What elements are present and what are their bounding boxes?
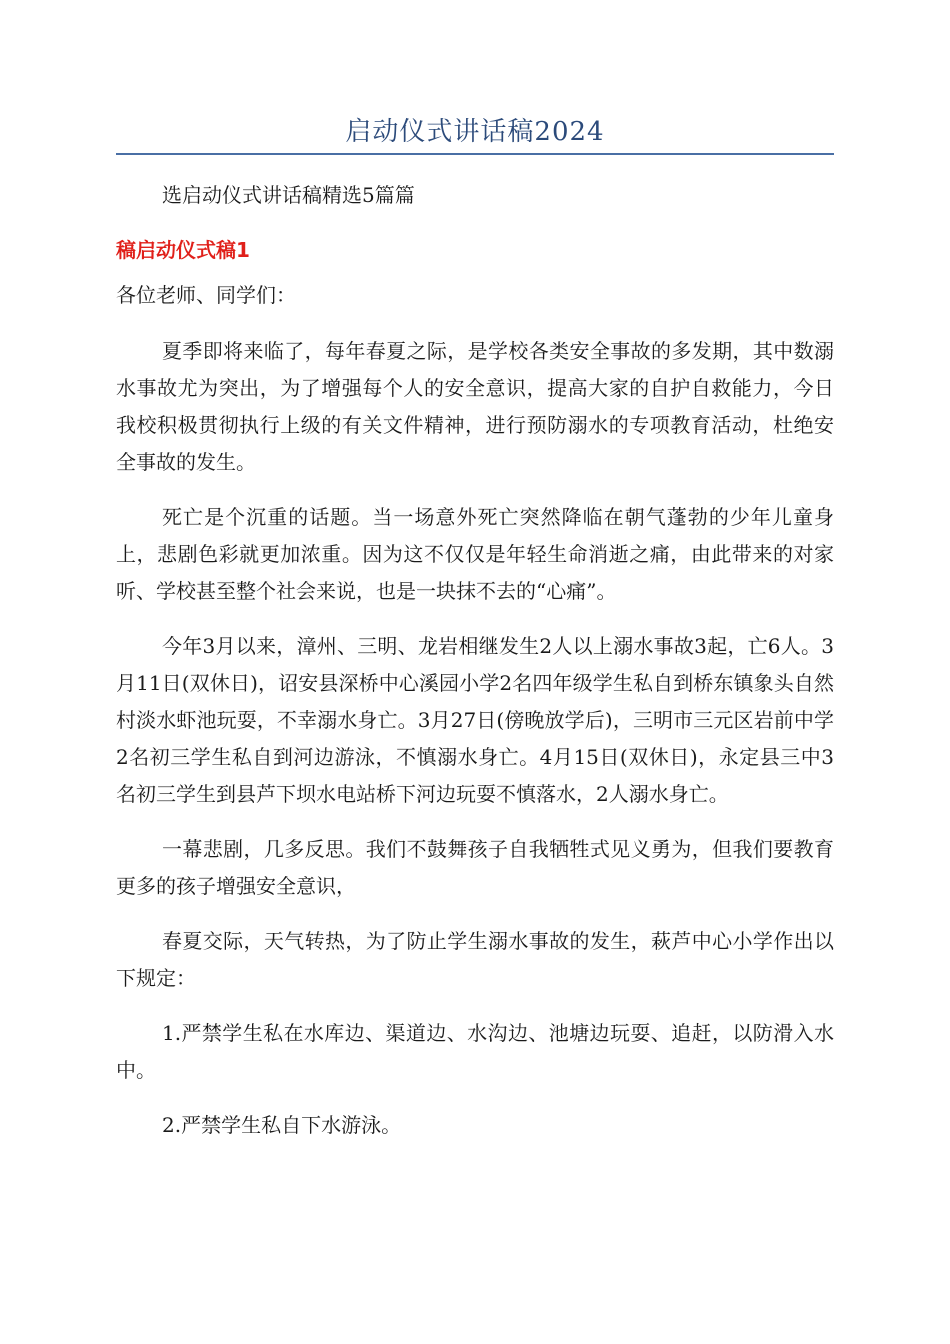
- document-title: 启动仪式讲话稿2024: [345, 117, 605, 147]
- section-heading: 稿启动仪式稿1: [116, 238, 250, 262]
- title-divider: [116, 153, 834, 155]
- salutation: 各位老师、同学们：: [116, 283, 296, 307]
- body-paragraph: 春夏交际，天气转热，为了防止学生溺水事故的发生，萩芦中心小学作出以下规定：: [116, 929, 834, 990]
- body-paragraph: 今年3月以来，漳州、三明、龙岩相继发生2人以上溺水事故3起，亡6人。3月11日(双休日)，诏安县深桥中心溪园小学2名四年级学生私自到桥东镇象头自然村淡水虾池玩耍，不幸溺水身亡。3月27日(傍晚放学后)，三明市三元区岩前中学2名初三学生私自到河边游泳，不慎溺水身亡。4月15日(双休日)，永定县三中3名初三学生到县芦下坝水电站桥下河边玩耍不慎落水，2人溺水身亡。: [116, 634, 834, 806]
- document-body: [116, 333, 834, 1162]
- body-paragraph: 一幕悲剧，几多反思。我们不鼓舞孩子自我牺牲式见义勇为，但我们要教育更多的孩子增强安全意识，: [116, 837, 834, 898]
- body-paragraph: 夏季即将来临了，每年春夏之际，是学校各类安全事故的多发期，其中数溺水事故尤为突出，为了增强每个人的安全意识，提高大家的自护自救能力，今日我校积极贯彻执行上级的有关文件精神，进行预防溺水的专项教育活动，杜绝安全事故的发生。: [116, 339, 834, 474]
- list-item: 2.严禁学生私自下水游泳。: [162, 1113, 402, 1137]
- body-paragraph: 死亡是个沉重的话题。当一场意外死亡突然降临在朝气蓬勃的少年儿童身上，悲剧色彩就更加浓重。因为这不仅仅是年轻生命消逝之痛，由此带来的对家听、学校甚至整个社会来说，也是一块抹不去的“心痛”。: [116, 505, 834, 603]
- list-item: 1.严禁学生私在水库边、渠道边、水沟边、池塘边玩耍、追赶，以防滑入水中。: [116, 1021, 834, 1082]
- document-subtitle: 选启动仪式讲话稿精选5篇篇: [162, 183, 415, 207]
